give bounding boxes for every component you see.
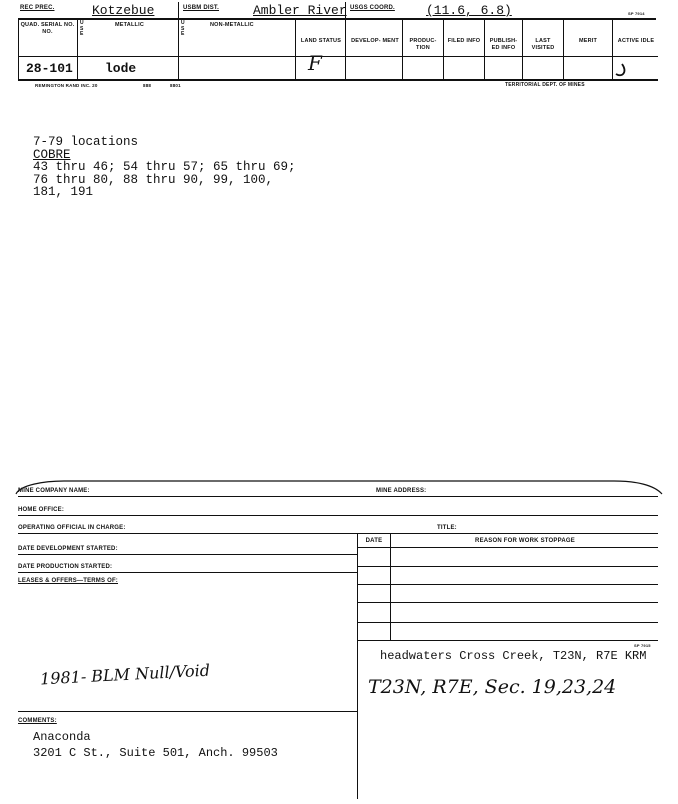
location-notes — [33, 136, 296, 199]
col-quad-serial: QUAD. SERIAL NO. NO. — [20, 22, 75, 35]
reason-column-header: REASON FOR WORK STOPPAGE — [475, 538, 575, 544]
usbm-dist-value: Ambler River — [253, 3, 347, 18]
mine-company-name-label: MINE COMPANY NAME: — [18, 488, 90, 494]
col-published-info: PUBLISH- ED INFO — [489, 38, 518, 51]
form-number-bottom: SP 7915 — [634, 643, 651, 648]
notes-line-1: 7-79 locations — [33, 135, 139, 149]
printer-imprint: REMINGTON RAND INC. 20 — [35, 83, 98, 88]
col-production: PRODUC- TION — [409, 38, 437, 51]
serial-number-value: 28-101 — [26, 61, 73, 76]
col-nonmetallic: NON-METALLIC — [210, 22, 254, 28]
home-office-label: HOME OFFICE: — [18, 507, 65, 513]
comments-label: COMMENTS: — [18, 718, 57, 724]
rec-prec-label: REC PREC. — [20, 5, 55, 11]
printer-code-2: 8801 — [170, 83, 181, 88]
leases-offers-label: LEASES & OFFERS—TERMS OF: — [18, 578, 119, 584]
date-production-started-label: DATE PRODUCTION STARTED: — [18, 564, 113, 570]
metallic-value: lode — [105, 61, 137, 76]
land-status-value: F — [308, 51, 322, 75]
notes-line-4: 76 thru 80, 88 thru 90, 99, 100, — [33, 172, 274, 187]
form-number-top: SP 7914 — [628, 11, 645, 16]
card-tab-border — [14, 473, 664, 495]
notes-line-5: 181, 191 — [33, 185, 94, 199]
location-handwritten: T23N, R7E, Sec. 19,23,24 — [368, 676, 617, 698]
col-merit: MERIT — [578, 38, 598, 44]
mine-address-label: MINE ADDRESS: — [376, 488, 427, 494]
col-active-idle: ACTIVE IDLE — [617, 38, 655, 44]
usbm-dist-label: USBM DIST. — [183, 5, 220, 11]
col-development: DEVELOP- MENT — [351, 38, 399, 44]
department-imprint: TERRITORIAL DEPT. OF MINES — [505, 82, 585, 88]
printer-code: 888 — [143, 83, 152, 88]
usgs-coord-label: USGS COORD. — [350, 5, 395, 11]
rec-prec-value: Kotzebue — [92, 3, 155, 18]
col-metallic: METALLIC — [115, 22, 144, 28]
title-label: TITLE: — [437, 525, 457, 531]
notes-line-3: 43 thru 46; 54 thru 57; 65 thru 69; — [33, 160, 296, 174]
operating-official-label: OPERATING OFFICIAL IN CHARGE: — [18, 525, 126, 531]
col-last-visited: LAST VISITED — [531, 38, 555, 51]
comments-line-2: 3201 C St., Suite 501, Anch. 99503 — [33, 746, 278, 760]
comments-line-1: Anaconda — [33, 730, 91, 744]
location-description: headwaters Cross Creek, T23N, R7E KRM — [380, 649, 647, 663]
date-column-header: DATE — [365, 538, 383, 544]
date-development-started-label: DATE DEVELOPMENT STARTED: — [18, 546, 118, 552]
col-land-status: LAND STATUS — [300, 38, 342, 44]
col-filed-info: FILED INFO — [447, 38, 481, 44]
col-use-metallic: U S E — [80, 20, 84, 37]
notes-line-2: COBRE — [33, 147, 71, 162]
col-use-nonmetallic: U S E — [181, 20, 185, 37]
leases-handwritten-note: 1981- BLM Null/Void — [39, 660, 211, 689]
usgs-coord-value: (11.6, 6.8) — [426, 3, 512, 18]
checkmark-icon — [612, 60, 636, 78]
